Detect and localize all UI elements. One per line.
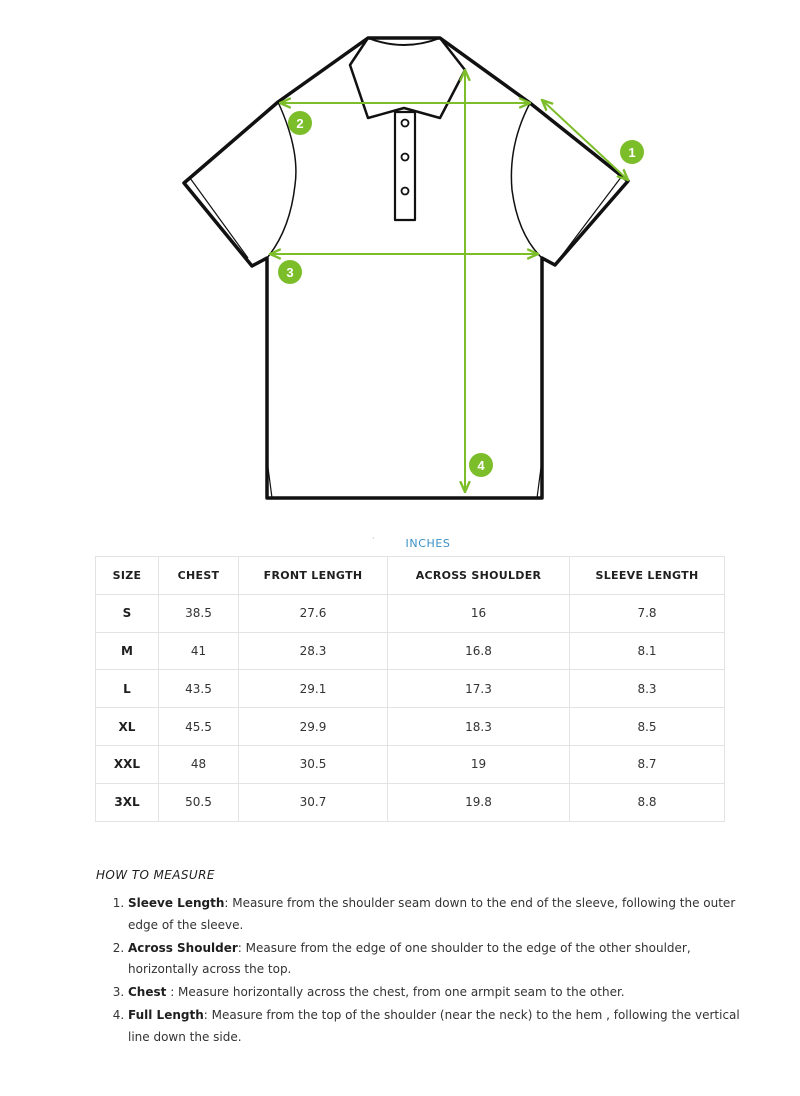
header-size: SIZE	[96, 557, 159, 595]
cell-size: 3XL	[96, 783, 159, 821]
cell-across-shoulder: 17.3	[388, 670, 570, 708]
table-header-row	[96, 557, 725, 595]
cell-across-shoulder: 16	[388, 594, 570, 632]
cell-front-length: 29.9	[239, 708, 388, 746]
cell-sleeve-length: 8.8	[570, 783, 725, 821]
cell-across-shoulder: 16.8	[388, 632, 570, 670]
header-front-length: FRONT LENGTH	[239, 557, 388, 595]
list-item	[128, 938, 758, 981]
measure-term: Across Shoulder	[128, 940, 238, 955]
button-icon	[402, 188, 409, 195]
cell-chest: 50.5	[159, 783, 239, 821]
cell-size: XL	[96, 708, 159, 746]
marker-3-label: 3	[286, 265, 294, 280]
polo-shirt-diagram	[170, 25, 650, 510]
cell-front-length: 27.6	[239, 594, 388, 632]
measure-separator: :	[224, 896, 229, 910]
table-row	[96, 632, 725, 670]
measure-term: Sleeve Length	[128, 896, 225, 910]
list-item	[128, 982, 758, 1004]
how-to-measure-heading: HOW TO MEASURE	[96, 868, 215, 882]
cell-sleeve-length: 8.3	[570, 670, 725, 708]
button-icon	[402, 154, 409, 161]
cell-chest: 38.5	[159, 594, 239, 632]
header-sleeve-length: SLEEVE LENGTH	[570, 557, 725, 595]
measure-separator: :	[203, 1008, 208, 1022]
measure-separator: :	[166, 985, 175, 999]
measure-description: Measure horizontally across the chest, from one armpit seam to the other.	[174, 985, 625, 999]
marker-1-label: 1	[628, 145, 636, 160]
cell-chest: 48	[159, 745, 239, 783]
cell-front-length: 30.7	[239, 783, 388, 821]
marker-2-label: 2	[296, 116, 304, 131]
cell-chest: 43.5	[159, 670, 239, 708]
table-row	[96, 783, 725, 821]
table-row	[96, 745, 725, 783]
cell-sleeve-length: 8.5	[570, 708, 725, 746]
cell-sleeve-length: 8.1	[570, 632, 725, 670]
marker-4-badge	[469, 453, 493, 477]
list-item	[128, 1005, 758, 1048]
measure-term: Chest	[128, 985, 167, 999]
measure-description: Measure from the shoulder seam down to the end of the sleeve, following the outer edge of the sleeve.	[128, 896, 736, 932]
measure-description: Measure from the top of the shoulder (near the neck) to the hem , following the vertical line down the side.	[128, 1008, 740, 1044]
header-across-shoulder: ACROSS SHOULDER	[388, 557, 570, 595]
cell-front-length: 28.3	[239, 632, 388, 670]
cell-chest: 45.5	[159, 708, 239, 746]
cell-size: M	[96, 632, 159, 670]
table-unit-caption: INCHES	[405, 537, 451, 550]
how-to-measure-list	[96, 893, 758, 1050]
marker-1-badge	[620, 140, 644, 164]
cell-front-length: 30.5	[239, 745, 388, 783]
marker-4-label: 4	[477, 458, 485, 473]
table-row	[96, 670, 725, 708]
cell-sleeve-length: 8.7	[570, 745, 725, 783]
cell-across-shoulder: 18.3	[388, 708, 570, 746]
cell-front-length: 29.1	[239, 670, 388, 708]
table-row	[96, 594, 725, 632]
cell-size: XXL	[96, 745, 159, 783]
header-chest: CHEST	[159, 557, 239, 595]
cell-chest: 41	[159, 632, 239, 670]
decorative-dot: ·	[372, 534, 375, 543]
marker-3-badge	[278, 260, 302, 284]
cell-sleeve-length: 7.8	[570, 594, 725, 632]
cell-size: S	[96, 594, 159, 632]
list-item	[128, 893, 758, 936]
measure-term: Full Length	[128, 1008, 204, 1022]
table-row	[96, 708, 725, 746]
button-icon	[402, 120, 409, 127]
shirt-outline	[184, 38, 628, 498]
cell-size: L	[96, 670, 159, 708]
measure-description: Measure from the edge of one shoulder to the edge of the other shoulder, horizontally across the top.	[128, 940, 691, 976]
marker-2-badge	[288, 111, 312, 135]
cell-across-shoulder: 19.8	[388, 783, 570, 821]
size-chart-table	[95, 556, 725, 822]
cell-across-shoulder: 19	[388, 745, 570, 783]
measure-separator: :	[237, 940, 242, 955]
